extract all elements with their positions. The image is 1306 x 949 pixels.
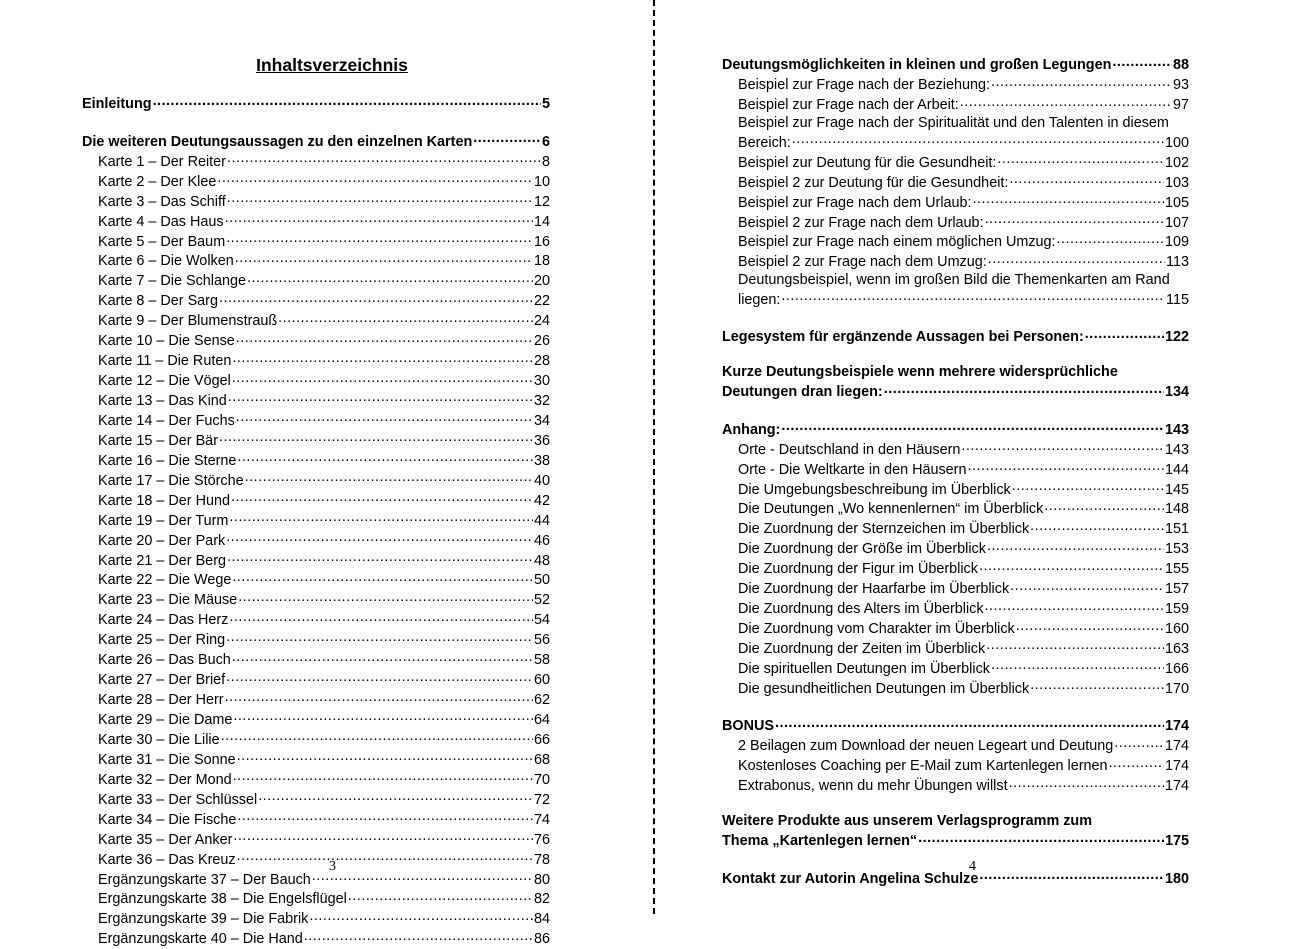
leader-dots — [225, 690, 533, 704]
toc-entry[interactable]: Die weiteren Deutungsaussagen zu den einzelnen Karten ..... 6 — [82, 131, 550, 151]
leader-dots — [233, 769, 533, 783]
leader-dots — [233, 829, 533, 843]
toc-entry[interactable]: Karte 35 – Der Anker ..... 76 — [82, 829, 550, 849]
leader-dots — [226, 530, 533, 544]
toc-entry[interactable]: Karte 5 – Der Baum ..... 16 — [82, 231, 550, 251]
toc-entry[interactable]: Orte - Deutschland in den Häusern ..... 143 — [722, 439, 1189, 459]
toc-entry[interactable]: Die Zuordnung der Sternzeichen im Überblick ..... 151 — [722, 519, 1189, 539]
toc-entry[interactable]: Karte 10 – Die Sense ..... 26 — [82, 331, 550, 351]
leader-dots — [232, 570, 533, 584]
toc-entry[interactable]: Orte - Die Weltkarte in den Häusern ..... 144 — [722, 459, 1189, 479]
leader-dots — [237, 750, 533, 764]
leader-dots — [1012, 479, 1164, 493]
toc-entry[interactable]: Die gesundheitlichen Deutungen im Überblick ..... 170 — [722, 679, 1189, 699]
leader-dots — [226, 630, 533, 644]
leader-dots — [304, 929, 533, 943]
toc-entry[interactable]: Karte 33 – Der Schlüssel ..... 72 — [82, 789, 550, 809]
toc-entry-line1: Deutungsbeispiel, wenn im großen Bild die Themenkarten am Rand — [738, 271, 1170, 288]
toc-entry[interactable]: Die Zuordnung der Haarfarbe im Überblick ..... 157 — [722, 579, 1189, 599]
toc-entry[interactable]: Karte 11 – Die Ruten ..... 28 — [82, 351, 550, 371]
toc-entry[interactable]: Karte 25 – Der Ring ..... 56 — [82, 630, 550, 650]
toc-entry[interactable]: Bereich: ..... 100 — [722, 132, 1189, 152]
toc-entry[interactable]: Kontakt zur Autorin Angelina Schulze ..... 180 — [722, 868, 1189, 888]
toc-entry[interactable]: Karte 7 – Die Schlange ..... 20 — [82, 271, 550, 291]
toc-entry-line1: Beispiel zur Frage nach der Spiritualität und den Talenten in diesem — [738, 114, 1169, 131]
toc-entry[interactable]: Deutungen dran liegen: ..... 134 — [722, 382, 1189, 402]
toc-entry[interactable]: Karte 30 – Die Lilie ..... 66 — [82, 730, 550, 750]
leader-dots — [775, 716, 1164, 730]
toc-entry[interactable]: Karte 18 – Der Hund ..... 42 — [82, 490, 550, 510]
toc-entry[interactable]: Karte 27 – Der Brief ..... 60 — [82, 670, 550, 690]
toc-entry[interactable]: Karte 22 – Die Wege ..... 50 — [82, 570, 550, 590]
toc-entry[interactable]: Karte 26 – Das Buch ..... 58 — [82, 650, 550, 670]
toc-entry[interactable]: Karte 8 – Der Sarg ..... 22 — [82, 291, 550, 311]
toc-entry[interactable]: Karte 28 – Der Herr ..... 62 — [82, 690, 550, 710]
leader-dots — [247, 271, 533, 285]
toc-entry[interactable]: Die Zuordnung vom Charakter im Überblick ..... 160 — [722, 619, 1189, 639]
left-page — [0, 0, 652, 948]
leader-dots — [153, 94, 541, 108]
toc-entry[interactable]: Anhang: ..... 143 — [722, 419, 1189, 439]
leader-dots — [236, 331, 533, 345]
toc-entry[interactable]: 2 Beilagen zum Download der neuen Legeart und Deutung ..... 174 — [722, 736, 1189, 756]
leader-dots — [229, 510, 533, 524]
toc-entry[interactable]: Extrabonus, wenn du mehr Übungen willst ..... 174 — [722, 776, 1189, 796]
leader-dots — [229, 610, 533, 624]
leader-dots — [991, 75, 1172, 89]
toc-entry-line1: Weitere Produkte aus unserem Verlagsprogramm zum — [722, 813, 1093, 830]
toc-entry[interactable]: Thema „Kartenlegen lernen“ ..... 175 — [722, 831, 1189, 851]
leader-dots — [781, 289, 1165, 303]
toc-entry[interactable]: Die spirituellen Deutungen im Überblick ..... 166 — [722, 659, 1189, 679]
toc-entry[interactable]: Karte 15 – Der Bär ..... 36 — [82, 431, 550, 451]
leader-dots — [986, 639, 1164, 653]
toc-entry[interactable]: Beispiel zur Frage nach dem Urlaub: ..... 105 — [722, 192, 1189, 212]
leader-dots — [1109, 756, 1164, 770]
leader-dots — [219, 291, 533, 305]
leader-dots — [985, 212, 1164, 226]
leader-dots — [237, 450, 533, 464]
leader-dots — [884, 382, 1164, 396]
leader-dots — [228, 391, 533, 405]
leader-dots — [1112, 55, 1172, 69]
leader-dots — [348, 889, 533, 903]
toc-entry[interactable]: Beispiel 2 zur Frage nach dem Urlaub: ..... 107 — [722, 212, 1189, 232]
toc-entry[interactable]: Beispiel zur Deutung für die Gesundheit: ..... 102 — [722, 152, 1189, 172]
toc-list-right — [722, 55, 1189, 888]
leader-dots — [961, 439, 1164, 453]
leader-dots — [232, 351, 533, 365]
leader-dots — [792, 132, 1164, 146]
leader-dots — [918, 831, 1164, 845]
toc-entry[interactable]: Karte 14 – Der Fuchs ..... 34 — [82, 411, 550, 431]
toc-list-left — [82, 94, 550, 949]
toc-entry[interactable]: Beispiel 2 zur Frage nach dem Umzug: ..... 113 — [722, 252, 1189, 272]
leader-dots — [1085, 327, 1164, 341]
leader-dots — [227, 191, 533, 205]
leader-dots — [1114, 736, 1164, 750]
toc-entry[interactable]: Ergänzungskarte 38 – Die Engelsflügel ..... 82 — [82, 889, 550, 909]
leader-dots — [312, 869, 533, 883]
toc-entry[interactable]: Legesystem für ergänzende Aussagen bei Personen: ..... 122 — [722, 327, 1189, 347]
leader-dots — [988, 252, 1165, 266]
leader-dots — [232, 650, 533, 664]
page-divider — [653, 0, 655, 914]
leader-dots — [1010, 579, 1164, 593]
page-number: 4 — [969, 859, 976, 874]
toc-entry[interactable]: liegen: ..... 115 — [722, 289, 1189, 309]
leader-dots — [236, 411, 533, 425]
toc-entry[interactable]: Beispiel zur Frage nach einem möglichen Umzug: ..... 109 — [722, 232, 1189, 252]
toc-title: Inhaltsverzeichnis — [256, 55, 408, 75]
leader-dots — [973, 192, 1164, 206]
leader-dots — [226, 670, 533, 684]
toc-entry[interactable]: Beispiel zur Frage nach der Beziehung: ..... 93 — [722, 75, 1189, 95]
toc-entry[interactable]: Karte 16 – Die Sterne ..... 38 — [82, 450, 550, 470]
toc-entry[interactable]: Karte 19 – Der Turm ..... 44 — [82, 510, 550, 530]
leader-dots — [227, 151, 541, 165]
toc-entry[interactable]: Karte 21 – Der Berg ..... 48 — [82, 550, 550, 570]
toc-entry[interactable]: Karte 6 – Die Wolken ..... 18 — [82, 251, 550, 271]
toc-entry[interactable]: Die Zuordnung des Alters im Überblick ..... 159 — [722, 599, 1189, 619]
toc-entry[interactable]: Karte 29 – Die Dame ..... 64 — [82, 710, 550, 730]
toc-entry[interactable]: Beispiel zur Frage nach der Arbeit: ..... 97 — [722, 95, 1189, 115]
leader-dots — [1009, 776, 1164, 790]
toc-entry[interactable]: Karte 20 – Der Park ..... 46 — [82, 530, 550, 550]
leader-dots — [979, 868, 1164, 882]
toc-entry[interactable]: Karte 31 – Die Sonne ..... 68 — [82, 750, 550, 770]
leader-dots — [1030, 519, 1164, 533]
leader-dots — [226, 231, 533, 245]
toc-entry[interactable]: BONUS ..... 174 — [722, 716, 1189, 736]
toc-entry[interactable]: Deutungsmöglichkeiten in kleinen und großen Legungen ..... 88 — [722, 55, 1189, 75]
leader-dots — [231, 490, 533, 504]
right-page — [656, 0, 1306, 914]
leader-dots — [960, 95, 1172, 109]
leader-dots — [225, 211, 533, 225]
leader-dots — [967, 459, 1164, 473]
leader-dots — [232, 371, 533, 385]
toc-entry[interactable]: Karte 23 – Die Mäuse ..... 52 — [82, 590, 550, 610]
toc-entry[interactable]: Karte 13 – Das Kind ..... 32 — [82, 391, 550, 411]
toc-entry[interactable]: Ergänzungskarte 39 – Die Fabrik ..... 84 — [82, 909, 550, 929]
toc-entry[interactable]: Ergänzungskarte 37 – Der Bauch ..... 80 — [82, 869, 550, 889]
toc-entry[interactable]: Karte 4 – Das Haus ..... 14 — [82, 211, 550, 231]
toc-entry[interactable]: Karte 36 – Das Kreuz ..... 78 — [82, 849, 550, 869]
toc-entry[interactable]: Die Deutungen „Wo kennenlernen“ im Überblick ..... 148 — [722, 499, 1189, 519]
leader-dots — [219, 431, 533, 445]
toc-entry[interactable]: Einleitung ..... 5 — [82, 94, 550, 114]
leader-dots — [1009, 172, 1164, 186]
toc-entry[interactable]: Karte 32 – Der Mond ..... 70 — [82, 769, 550, 789]
toc-entry[interactable]: Die Zuordnung der Größe im Überblick ..... 153 — [722, 539, 1189, 559]
leader-dots — [979, 559, 1164, 573]
leader-dots — [278, 311, 533, 325]
leader-dots — [217, 171, 533, 185]
toc-entry[interactable]: Die Zuordnung der Zeiten im Überblick ..... 163 — [722, 639, 1189, 659]
leader-dots — [233, 710, 533, 724]
toc-entry[interactable]: Die Umgebungsbeschreibung im Überblick ..... 145 — [722, 479, 1189, 499]
leader-dots — [1057, 232, 1164, 246]
leader-dots — [997, 152, 1164, 166]
leader-dots — [227, 550, 533, 564]
leader-dots — [987, 539, 1164, 553]
toc-entry[interactable]: Beispiel 2 zur Deutung für die Gesundheit: ..... 103 — [722, 172, 1189, 192]
leader-dots — [991, 659, 1164, 673]
toc-entry[interactable]: Karte 1 – Der Reiter ..... 8 — [82, 151, 550, 171]
toc-entry[interactable]: Karte 17 – Die Störche ..... 40 — [82, 470, 550, 490]
leader-dots — [985, 599, 1164, 613]
leader-dots — [1030, 679, 1164, 693]
toc-entry[interactable]: Karte 24 – Das Herz ..... 54 — [82, 610, 550, 630]
toc-entry[interactable]: Die Zuordnung der Figur im Überblick ..... 155 — [722, 559, 1189, 579]
leader-dots — [245, 470, 533, 484]
toc-entry[interactable]: Ergänzungskarte 40 – Die Hand ..... 86 — [82, 929, 550, 949]
leader-dots — [1044, 499, 1164, 513]
leader-dots — [238, 590, 533, 604]
page-number: 3 — [329, 859, 336, 874]
leader-dots — [237, 849, 533, 863]
leader-dots — [781, 419, 1164, 433]
toc-entry[interactable]: Karte 9 – Der Blumenstrauß ..... 24 — [82, 311, 550, 331]
toc-entry[interactable]: Kostenloses Coaching per E-Mail zum Kartenlegen lernen ..... 174 — [722, 756, 1189, 776]
leader-dots — [258, 789, 533, 803]
toc-entry[interactable]: Karte 3 – Das Schiff ..... 12 — [82, 191, 550, 211]
leader-dots — [473, 131, 541, 145]
leader-dots — [221, 730, 533, 744]
toc-entry[interactable]: Karte 2 – Der Klee ..... 10 — [82, 171, 550, 191]
toc-entry-line1: Kurze Deutungsbeispiele wenn mehrere widersprüchliche — [722, 364, 1118, 381]
leader-dots — [235, 251, 533, 265]
leader-dots — [309, 909, 533, 923]
leader-dots — [237, 809, 533, 823]
leader-dots — [1016, 619, 1164, 633]
toc-entry[interactable]: Karte 34 – Die Fische ..... 74 — [82, 809, 550, 829]
toc-entry[interactable]: Karte 12 – Die Vögel ..... 30 — [82, 371, 550, 391]
